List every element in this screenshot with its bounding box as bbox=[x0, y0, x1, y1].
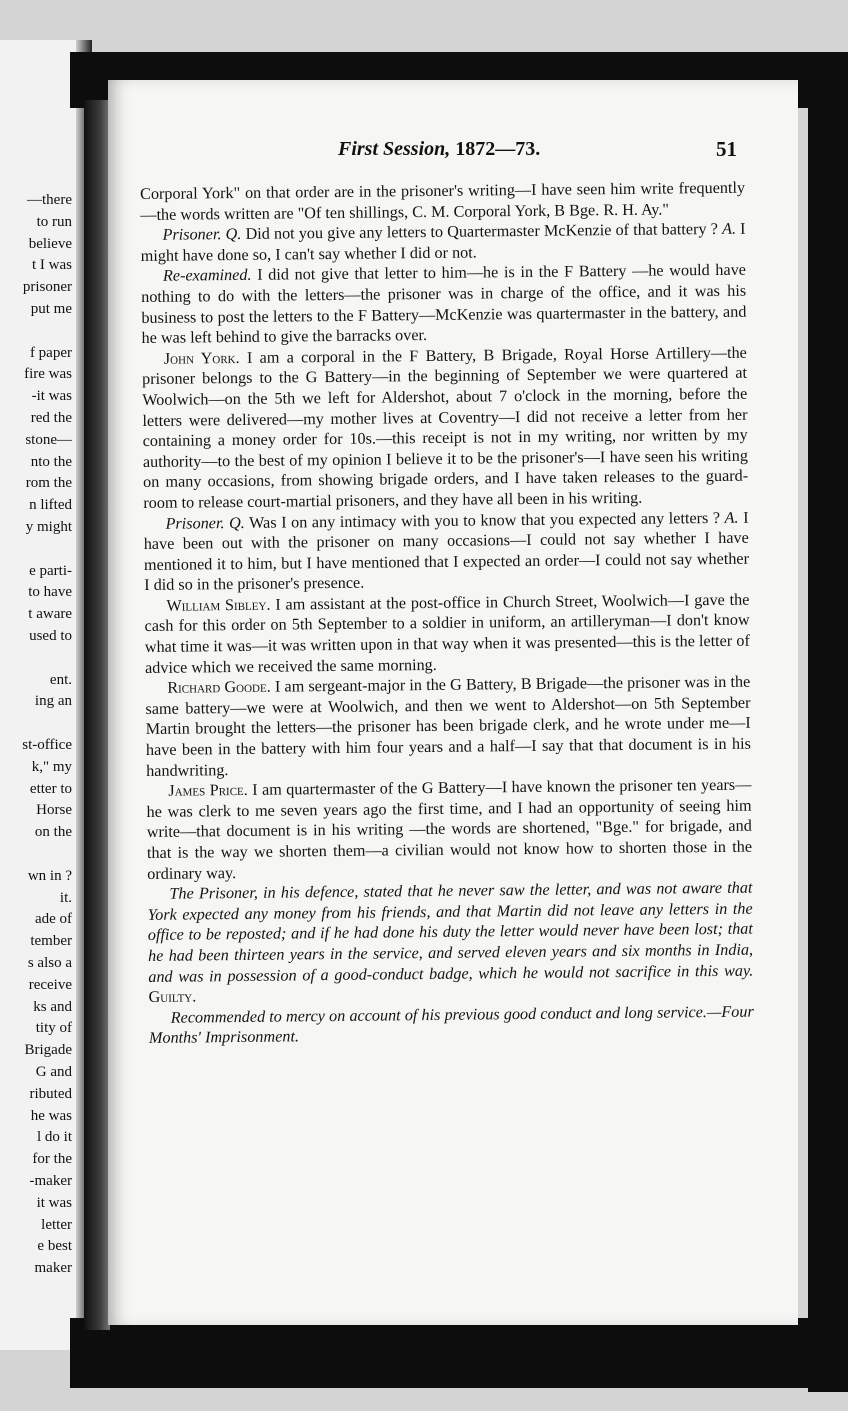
witness-name: William Sibley. bbox=[166, 595, 271, 615]
witness-name: Richard Goode. bbox=[167, 677, 271, 697]
defence-text: The Prisoner, in his defence, stated that he never saw the letter, and was not aware that York expected any money from his friends, and that Martin did not leave any letters in the office to be reposted; and if he had done his duty the letter would never have been lost; that he had been thirteen years in the service, and served eleven years and six months in India, and was in possession of a good-conduct badge, which he would not sacrifice in this way. bbox=[147, 878, 754, 986]
re-examined-label: Re-examined. bbox=[162, 266, 252, 286]
right-page bbox=[108, 80, 798, 1325]
paragraph-prisoner-question-2 bbox=[143, 507, 749, 596]
left-page-line: to run bbox=[36, 213, 72, 230]
session-label: First Session, bbox=[338, 138, 451, 160]
speaker-label: Prisoner. bbox=[165, 513, 225, 533]
left-page-line: on the bbox=[34, 824, 72, 841]
left-page-line: t aware bbox=[28, 606, 72, 623]
left-page-line: prisoner bbox=[22, 279, 72, 296]
scan-frame-bottom bbox=[70, 1318, 848, 1388]
session-years: 1872—73. bbox=[455, 138, 541, 160]
left-page-line: ks and bbox=[33, 998, 72, 1015]
left-page-line: G and bbox=[35, 1064, 72, 1080]
witness-testimony: I am sergeant-major in the G Battery, B Brigade—the prisoner was in the same battery—we were at Woolwich, and then we went to Aldershot—on 5th September Martin brought the letters—the prisoner has been brigade clerk, and he wrote under me—I have been in the battery with him four years and a half—I say that that document is in his handwriting. bbox=[145, 672, 751, 780]
left-page-line: believe bbox=[28, 235, 72, 252]
left-page-line: t I was bbox=[32, 257, 72, 274]
left-page-line: fire was bbox=[24, 366, 72, 383]
left-page-line: red the bbox=[30, 410, 72, 426]
answer-marker: A. bbox=[721, 219, 737, 239]
paragraph-richard-goode bbox=[145, 672, 751, 781]
paragraph-york-order: Corporal York" on that order are in the prisoner's writing—I have seen him write frequently—the words written are "Of ten shillings, C. M. Corporal York, B Bge. R. H. Ay." bbox=[140, 178, 746, 224]
left-page-line: ing an bbox=[34, 693, 72, 710]
book-spine bbox=[84, 100, 110, 1330]
left-page-line: for the bbox=[32, 1151, 72, 1168]
left-page-line: ributed bbox=[29, 1085, 72, 1102]
left-page-line: Horse bbox=[36, 802, 72, 819]
left-page-line: maker bbox=[34, 1260, 72, 1277]
left-page-line: st-office bbox=[22, 737, 72, 753]
left-page-line: l do it bbox=[36, 1129, 72, 1146]
answer-marker: A. bbox=[724, 508, 739, 527]
left-page-line: e parti- bbox=[29, 562, 72, 579]
witness-testimony: I am assistant at the post-office in Church Street, Woolwich—I gave the cash for this order on 5th September to a soldier in uniform, an artilleryman—I don't know what time it was—it was written upon in that way when it was presented—this is the letter of advice which we received the same morning. bbox=[144, 590, 750, 677]
paragraph-sentence: Recommended to mercy on account of his previous good conduct and long service.—Four Months' Imprisonment. bbox=[148, 1002, 754, 1048]
paragraph-prisoner-question-1 bbox=[140, 219, 745, 267]
left-page-fragment bbox=[0, 40, 92, 1350]
left-page-line: y might bbox=[25, 519, 72, 535]
left-page-line: rom the bbox=[25, 475, 72, 492]
answer-text: I have been out with the prisoner on many occasions—I could not say whether I have mentioned it to him, but I have mentioned that I expected an order—I could not say whether I did so in the prisoner's presence. bbox=[143, 508, 750, 595]
question-marker: Q. bbox=[228, 513, 245, 532]
left-page-line: letter bbox=[41, 1216, 72, 1233]
question-marker: Q. bbox=[225, 225, 242, 244]
left-page-line: put me bbox=[30, 301, 72, 317]
left-page-line: he was bbox=[30, 1107, 72, 1124]
left-page-line: used to bbox=[29, 628, 72, 644]
scan-frame-right bbox=[808, 52, 848, 1392]
left-page-line: Brigade bbox=[24, 1042, 72, 1059]
question-text: Did not you give any letters to Quartermaster McKenzie of that battery ? bbox=[245, 220, 718, 244]
left-page-line: it. bbox=[59, 889, 72, 906]
left-page-line: -it was bbox=[31, 388, 72, 405]
left-page-line: n lifted bbox=[29, 497, 72, 514]
paragraph-james-price bbox=[146, 775, 752, 884]
left-page-line: f paper bbox=[29, 344, 72, 361]
left-page-line: s also a bbox=[27, 955, 72, 971]
left-page-line: it was bbox=[36, 1194, 72, 1211]
running-header bbox=[338, 138, 758, 161]
page-number: 51 bbox=[716, 137, 737, 161]
answer-text: I might have done so, I can't say whether I did or not. bbox=[140, 219, 746, 265]
paragraph-defence bbox=[147, 878, 753, 1008]
paragraph-william-sibley bbox=[144, 590, 750, 679]
left-page-line: wn in ? bbox=[27, 867, 72, 884]
witness-name: James Price. bbox=[168, 781, 248, 800]
re-examined-text: I did not give that letter to him—he is in the F Battery —he would have nothing to do with the letters—the prisoner was in charge of the office, and it was his business to post the letters to the F Battery—McKenzie was quartermaster in the battery, and he was left behind to give the barracks over. bbox=[141, 261, 747, 348]
left-page-line: k," my bbox=[31, 758, 72, 775]
paragraph-john-york bbox=[142, 342, 749, 513]
left-page-line: tember bbox=[30, 933, 72, 950]
witness-name: John York. bbox=[163, 348, 240, 368]
verdict: Guilty. bbox=[148, 987, 197, 1007]
witness-testimony: I am quartermaster of the G Battery—I have known the prisoner ten years—he was clerk to me seven years ago the first time, and I had an opportunity of seeing him write—that document is in his writing —the words are shortened, "Bge." for brigade, and that is the way we shorten them—a civilian would not know how to shorten those in the ordinary way. bbox=[146, 775, 753, 883]
left-page-line: e best bbox=[37, 1238, 72, 1255]
left-page-line: receive bbox=[28, 976, 72, 993]
speaker-label: Prisoner. bbox=[162, 225, 222, 244]
left-page-line: tity of bbox=[35, 1020, 72, 1037]
left-page-line: to have bbox=[28, 584, 72, 601]
witness-testimony: I am a corporal in the F Battery, B Brigade, Royal Horse Artillery—the prisoner belongs to the G Battery—in the beginning of September we were quartered at Woolwich—on the 5th we left for Aldershot, about 7 o'clock in the morning, before the letters were delivered—my mother lives at Coventry—I did not receive a letter from her containing a money order for 10s.—this receipt is not in my writing, nor written by my authority—to the best of my opinion I believe it to be the prisoner's—I have seen his writing on many occasions, from showing brigade orders, and I have taken releases to the guard-room to release court-martial prisoners, and they have all been in his writing. bbox=[141, 343, 749, 512]
left-page-line: —there bbox=[27, 192, 72, 208]
paragraph-re-examined bbox=[141, 260, 747, 349]
body-text bbox=[140, 178, 754, 1049]
left-page-line: nto the bbox=[30, 453, 72, 470]
left-page-line: ent. bbox=[49, 671, 72, 688]
left-page-line: -maker bbox=[29, 1173, 72, 1189]
left-page-line: etter to bbox=[29, 780, 72, 797]
question-text: Was I on any intimacy with you to know that you expected any letters ? bbox=[249, 508, 721, 532]
left-page-line: stone— bbox=[25, 431, 72, 448]
left-page-line: ade of bbox=[34, 911, 72, 928]
